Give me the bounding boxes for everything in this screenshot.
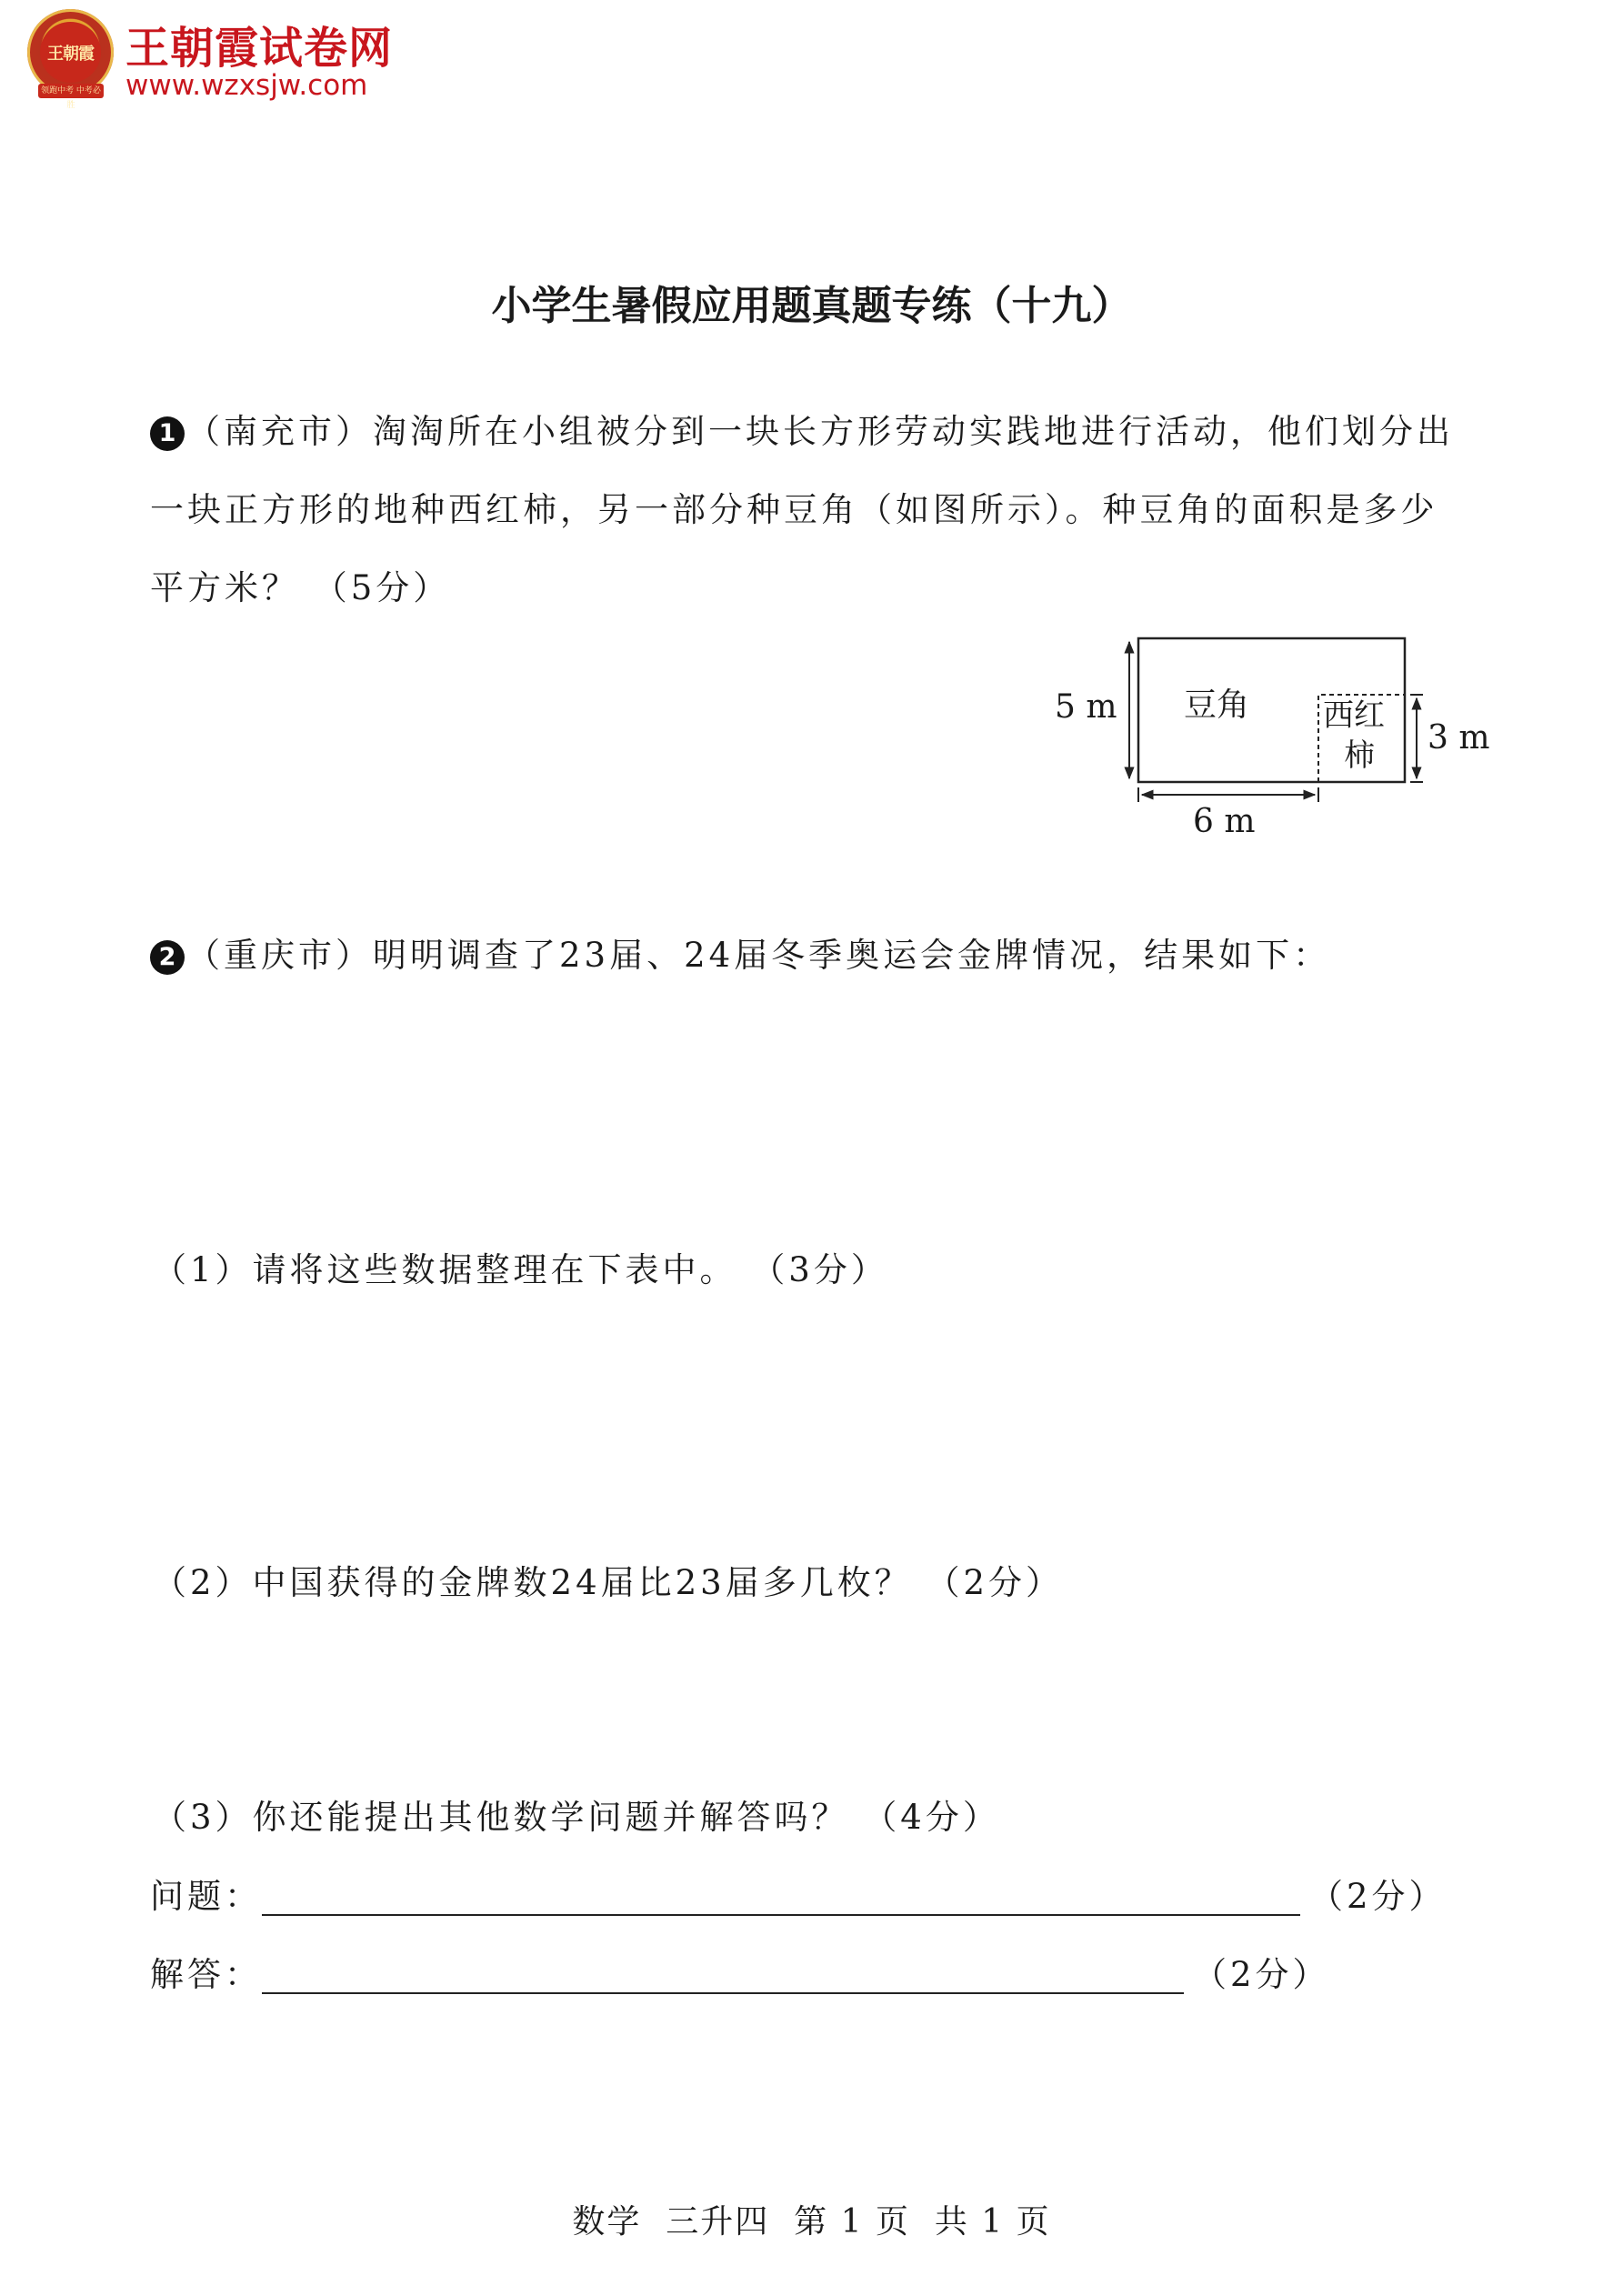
logo-ribbon: 领跑中考 中考必胜 <box>38 84 104 98</box>
logo-seal-text: 王朝霞 <box>40 22 101 83</box>
q2-part2: （2）中国获得的金牌数24届比23届多几枚？ （2分） <box>153 1563 1064 1602</box>
q1-number-badge: 1 <box>150 416 185 451</box>
logo-seal-icon <box>27 9 114 95</box>
square-side-label: 3 m <box>1428 719 1490 757</box>
solution-answer-line[interactable] <box>262 1992 1184 1994</box>
question-score: （2分） <box>1309 1877 1447 1916</box>
field-diagram-svg <box>1055 627 1491 846</box>
q2-part3: （3）你还能提出其他数学问题并解答吗？ （4分） <box>153 1798 1000 1837</box>
logo-url: www.wzxsjw.com <box>125 69 368 102</box>
q1-field-diagram <box>1055 627 1491 846</box>
q1-line3: 平方米？ （5分） <box>150 568 451 607</box>
q2-number-badge: 2 <box>150 940 185 975</box>
q2-part1: （1）请将这些数据整理在下表中。 （3分） <box>153 1250 888 1289</box>
tomato-label-line1: 西红 <box>1323 697 1385 734</box>
site-logo <box>27 9 409 110</box>
question-label: 问题： <box>150 1877 262 1916</box>
height-label: 5 m <box>1055 688 1117 726</box>
q1-line1 <box>150 412 1454 451</box>
bean-area-label: 豆角 <box>1184 687 1250 724</box>
q1-line2: 一块正方形的地种西红柿，另一部分种豆角（如图所示）。种豆角的面积是多少 <box>150 490 1438 529</box>
q2-intro-text: （重庆市）明明调查了23届、24届冬季奥运会金牌情况，结果如下： <box>186 936 1331 975</box>
q1-line1-text: （南充市）淘淘所在小组被分到一块长方形劳动实践地进行活动，他们划分出 <box>186 412 1454 451</box>
answer-score: （2分） <box>1193 1955 1330 1994</box>
logo-title: 王朝霞试卷网 <box>125 23 394 74</box>
tomato-label-line2: 柿 <box>1344 737 1375 774</box>
page-footer: 数学 三升四 第 1 页 共 1 页 <box>572 2203 1051 2241</box>
width-label: 6 m <box>1193 803 1256 840</box>
question-answer-line[interactable] <box>262 1914 1300 1916</box>
answer-label: 解答： <box>150 1955 262 1994</box>
page-title: 小学生暑假应用题真题专练（十九） <box>491 283 1132 329</box>
q2-intro <box>150 938 1330 975</box>
